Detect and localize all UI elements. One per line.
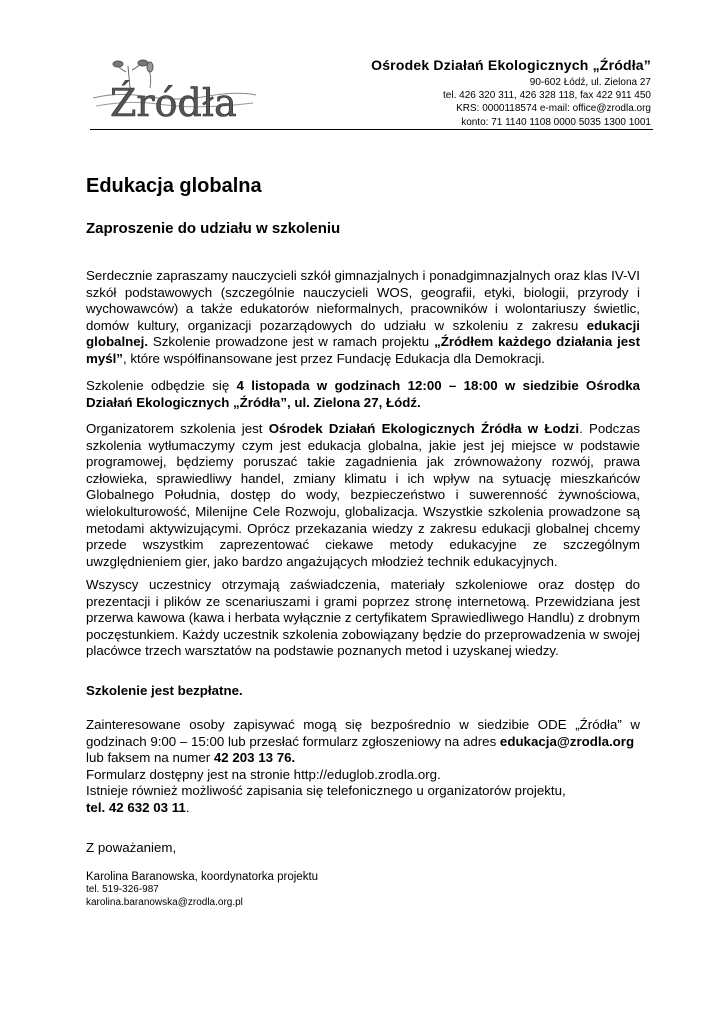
p4-text: Wszyscy uczestnicy otrzymają zaświadczenia, materiały szkoleniowe oraz dostęp do prezentacji i plików ze scenariuszami i grami poprzez stronę internetową. Przewidziana jest przerwa kawowa (kawa i herbata wyłącznie z certyfikatem Sprawiedliwego Handlu) z drobnym poczęstunkiem. Każdy uczestnik szkolenia zobowiązany będzie do przeprowadzenia w swojej placówce trzech warsztatów na podstawie poznanych metod i uzyskanej wiedzy. [86,577,640,659]
zrodla-logo [88,58,258,126]
p1-text-e: , które współfinansowane jest przez Fundację Edukacja dla Demokracji. [122,350,545,366]
p3-text-c: . Podczas szkolenia wytłumaczymy czym jest edukacja globalna, jakie jest jej miejsce w podstawie programowej, będziemy poruszać takie zagadnienia jak zrównoważony rozwój, prawa człowieka, sprawiedliwy handel, zmiany klimatu i ich wpływ na sytuację mieszkańców Globalnego Południa, dostęp do wody, bezpieczeństwo i suwerenność żywnościowa, wielokulturowość, Milenijne Cele Rozwoju, globalizacja. Wszystkie szkolenia prowadzone są metodami aktywizującymi. Oprócz przekazania wiedzy z zakresu edukacji globalnej chcemy przede wszystkim zaprezentować ciekawe metody edukacyjne ze szczególnym uwzględnieniem gier, jako bardzo angażujących młodzież technik edukacyjnych. [86,421,640,569]
paragraph-free [86,683,640,700]
p1-text-a: Serdecznie zapraszamy nauczycieli szkół gimnazjalnych i ponadgimnazjalnych oraz klas IV-VI szkół podstawowych (szczególnie nauczycieli WOS, geografii, etyki, biologii, przyrody i wychowawców) a także edukatorów nieformalnych, pracowników i wolontariuszy świetlic, domów kultury, organizacji pozarządowych do udziału w szkoleniu z zakresu [86,268,640,333]
letterhead [371,57,651,129]
signature-email: karolina.baranowska@zrodla.org.pl [86,896,243,908]
p2-bold-datetime: 4 listopada w godzinach 12:00 – 18:00 w siedzibie Ośrodka Działań Ekologicznych „Źródła”, ul. Zielona 27, Łódź. [86,378,640,410]
p6-text-c: lub faksem na numer [86,750,214,766]
paragraph-participants [86,577,640,660]
signature-name: Karolina Baranowska, koordynatorka projektu [86,871,319,883]
org-address: 90-602 Łódź, ul. Zielona 27 [529,77,651,88]
p6-bold-fax: 42 203 13 76. [213,750,296,766]
p3-text-a: Organizatorem szkolenia jest [86,421,269,436]
organization-name: Ośrodek Działań Ekologicznych „Źródła” [371,57,651,73]
header-divider [90,129,653,130]
p5-bold-free: Szkolenie jest bezpłatne. [86,683,243,698]
p6-bold-phone: tel. 42 632 03 11 [86,799,186,815]
org-krs-email: KRS: 0000118574 e-mail: office@zrodla.org [456,103,651,115]
closing-greeting: Z poważaniem, [86,840,177,855]
p6-text-dot: . [185,799,190,815]
page-subtitle: Zaproszenie do udziału w szkoleniu [86,220,341,237]
signature-phone: tel. 519-326-987 [86,884,159,895]
paragraph-registration [86,717,640,817]
org-bank-account: konto: 71 1140 1108 0000 5035 1300 1001 [461,116,651,128]
paragraph-organizer [86,421,640,570]
signature-block [86,870,486,909]
p2-text-a: Szkolenie odbędzie się [86,378,237,393]
p6-text-phone-intro: Istnieje również możliwość zapisania się telefonicznego u organizatorów projektu, [86,783,566,799]
closing-text [86,840,640,857]
logo-text: Źródła [110,81,237,125]
p6-text-form: Formularz dostępny jest na stronie http://eduglob.zrodla.org. [86,766,441,782]
p6-text-a: Zainteresowane osoby zapisywać mogą się bezpośrednio w siedzibie ODE „Źródła” w godzinach 9:00 – 15:00 lub przesłać formularz zgłoszeniowy na adres [86,717,640,749]
p1-bold-project: „Źródłem każdego działania jest myśl” [86,334,640,366]
paragraph-date [86,378,640,411]
paragraph-invitation [86,268,640,368]
p3-bold-organizer: Ośrodek Działań Ekologicznych Źródła w Łodzi [268,421,580,436]
p1-text-c: Szkolenie prowadzone jest w ramach projektu [148,334,435,350]
org-phones: tel. 426 320 311, 426 328 118, fax 422 911 450 [443,90,651,102]
p1-bold-topic: edukacji globalnej. [86,317,640,350]
page-title: Edukacja globalna [86,175,262,197]
p6-bold-email: edukacja@zrodla.org [499,733,635,749]
